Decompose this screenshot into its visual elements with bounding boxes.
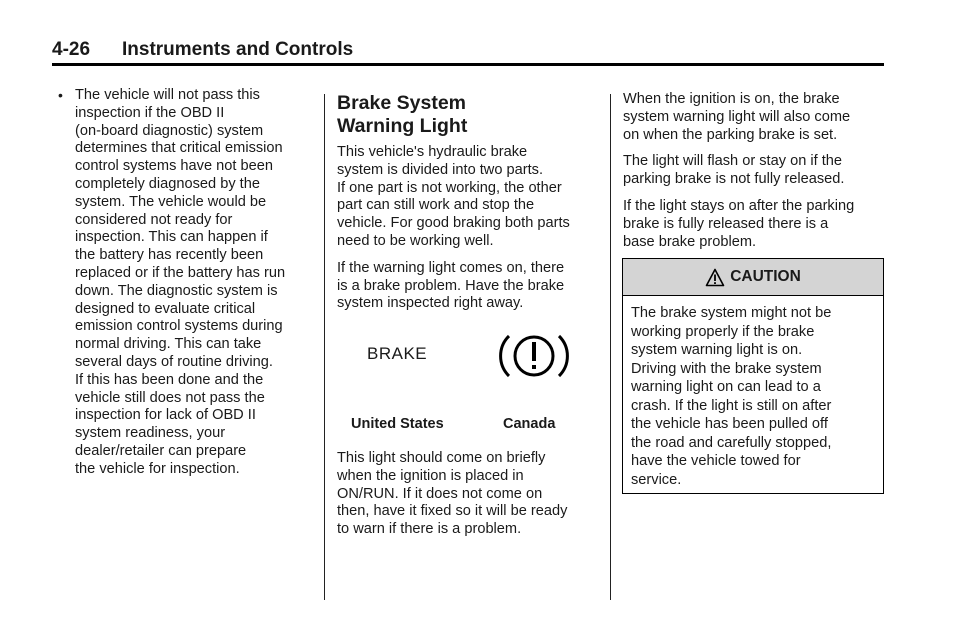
header-rule: [52, 63, 884, 66]
text-line: when the ignition is placed in: [337, 467, 524, 484]
text-line: inspection if the OBD II: [75, 104, 225, 121]
text-line: system is divided into two parts.: [337, 161, 544, 178]
column-2-lower: [337, 450, 602, 548]
text-line: the vehicle for inspection.: [75, 460, 240, 477]
caution-header: [623, 259, 883, 296]
text-line: on when the parking brake is set.: [623, 126, 838, 143]
text-line: warning light on can lead to a: [631, 379, 821, 395]
text-line: This light should come on briefly: [337, 450, 546, 466]
brake-canada-icon: [497, 328, 571, 384]
obd-bullet-paragraph: [75, 87, 315, 479]
text-line: system. The vehicle would be: [75, 193, 267, 210]
text-line: If the warning light comes on, there: [337, 259, 565, 276]
caution-box: [622, 258, 884, 494]
text-line: If this has been done and the: [75, 371, 264, 388]
text-line: Driving with the brake system: [631, 360, 822, 377]
text-line: down. The diagnostic system is: [75, 282, 278, 299]
text-line: the road and carefully stopped,: [631, 434, 832, 451]
text-line: When the ignition is on, the brake: [623, 91, 840, 107]
parking-brake-paragraph-1: [623, 91, 885, 144]
text-line: is a brake problem. Have the brake: [337, 277, 565, 294]
text-line: inspection. This can happen if: [75, 229, 268, 246]
text-line: control systems have not been: [75, 158, 273, 175]
text-line: The light will flash or stay on if the: [623, 153, 843, 170]
bullet-marker: •: [58, 87, 63, 103]
text-line: Warning Light: [337, 115, 468, 137]
caution-text: [623, 296, 883, 497]
caption-canada: Canada: [503, 416, 556, 432]
text-line: several days of routine driving.: [75, 353, 273, 370]
brake-paragraph-1: [337, 144, 602, 251]
text-line: system warning light will also come: [623, 108, 851, 125]
text-line: base brake problem.: [623, 233, 757, 250]
text-line: system warning light is on.: [631, 342, 803, 358]
column-3: [623, 91, 885, 260]
text-line: ON/RUN. If it does not come on: [337, 485, 543, 502]
text-line: If one part is not working, the other: [337, 179, 562, 196]
text-line: inspection for lack of OBD II: [75, 407, 256, 424]
parking-brake-paragraph-3: [623, 198, 885, 251]
brake-section-title: [337, 92, 602, 138]
column-2: [337, 92, 602, 322]
text-line: have the vehicle towed for: [631, 453, 801, 469]
brake-warning-icons: [337, 326, 597, 438]
section-title: Instruments and Controls: [122, 39, 354, 60]
text-line: vehicle still does not pass the: [75, 389, 265, 406]
text-line: The vehicle will not pass this: [75, 87, 260, 103]
text-line: emission control systems during: [75, 318, 283, 335]
text-line: dealer/retailer can prepare: [75, 442, 247, 459]
text-line: system inspected right away.: [337, 295, 524, 312]
text-line: The brake system might not be: [631, 305, 832, 321]
caution-title: CAUTION: [730, 268, 801, 285]
text-line: need to be working well.: [337, 232, 494, 249]
parking-brake-paragraph-2: [623, 153, 885, 189]
brake-paragraph-3: [337, 450, 602, 539]
brake-us-symbol: BRAKE: [367, 344, 428, 363]
text-line: parking brake is not fully released.: [623, 171, 845, 188]
column-divider-left: [324, 94, 325, 600]
text-line: normal driving. This can take: [75, 336, 262, 353]
text-line: the vehicle has been pulled off: [631, 416, 828, 432]
text-line: working properly if the brake: [631, 323, 815, 340]
header-title: [52, 36, 884, 64]
text-line: (on-board diagnostic) system: [75, 122, 264, 139]
text-line: This vehicle's hydraulic brake: [337, 144, 528, 160]
text-line: Brake System: [337, 92, 466, 114]
text-line: considered not ready for: [75, 211, 233, 228]
column-1: [75, 87, 315, 479]
page-number: 4-26: [52, 39, 91, 60]
caption-united-states: United States: [351, 416, 444, 432]
text-line: part can still work and stop the: [337, 197, 535, 214]
text-line: then, have it fixed so it will be ready: [337, 503, 568, 520]
text-line: If the light stays on after the parking: [623, 197, 855, 214]
text-line: designed to evaluate critical: [75, 300, 256, 317]
warning-triangle-icon: [705, 268, 725, 287]
brake-paragraph-2: [337, 260, 602, 313]
text-line: to warn if there is a problem.: [337, 521, 522, 538]
text-line: vehicle. For good braking both parts: [337, 215, 570, 232]
text-line: service.: [631, 471, 682, 488]
page-header: [52, 36, 884, 66]
text-line: brake is fully released there is a: [623, 215, 829, 232]
text-line: crash. If the light is still on after: [631, 397, 832, 414]
text-line: the battery has recently been: [75, 247, 264, 264]
column-divider-right: [610, 94, 611, 600]
text-line: replaced or if the battery has run: [75, 264, 286, 281]
text-line: determines that critical emission: [75, 140, 283, 157]
text-line: system readiness, your: [75, 425, 226, 442]
text-line: completely diagnosed by the: [75, 175, 260, 192]
